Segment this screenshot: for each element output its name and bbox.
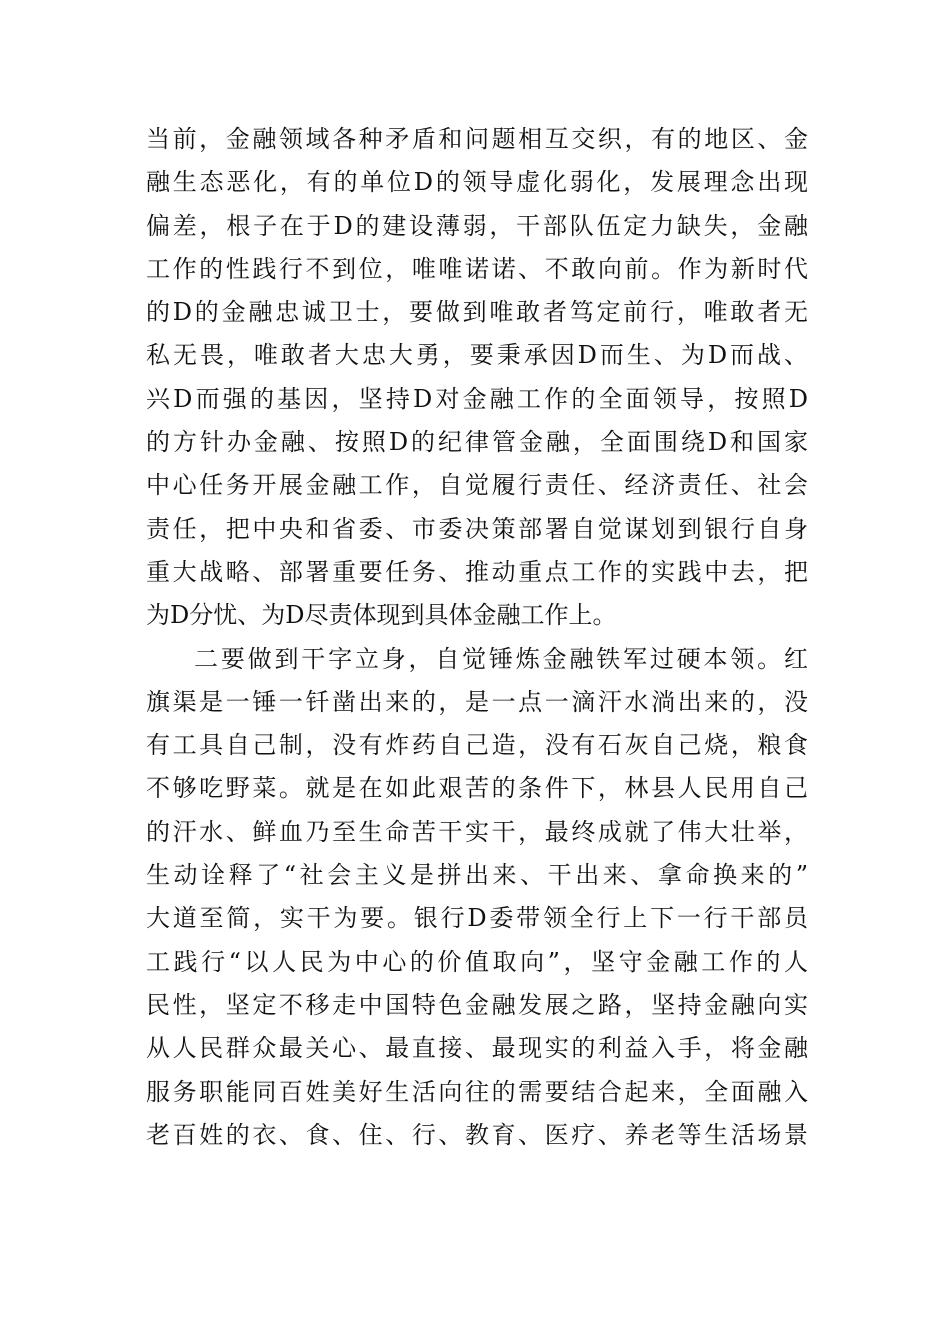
text-line: 兴D而强的基因，坚持D对金融工作的全面领导，按照D xyxy=(146,384,808,413)
text-line: 工作的性践行不到位，唯唯诺诺、不敢向前。作为新时代 xyxy=(146,254,808,283)
text-line: 老百姓的衣、食、住、行、教育、医疗、养老等生活场景 xyxy=(146,1120,808,1149)
body-text xyxy=(146,118,808,1157)
text-line: 生动诠释了“社会主义是拼出来、干出来、拿命换来的” xyxy=(146,861,808,890)
text-line: 偏差，根子在于D的建设薄弱，干部队伍定力缺失，金融 xyxy=(146,211,808,240)
paragraph-2 xyxy=(146,638,808,1158)
text-line: 的D的金融忠诚卫士，要做到唯敢者笃定前行，唯敢者无 xyxy=(146,298,808,327)
text-line: 服务职能同百姓美好生活向往的需要结合起来，全面融入 xyxy=(146,1077,808,1106)
text-line: 二要做到干字立身，自觉锤炼金融铁军过硬本领。红 xyxy=(194,644,808,673)
text-line: 私无畏，唯敢者大忠大勇，要秉承因D而生、为D而战、 xyxy=(146,341,808,370)
text-line: 的方针办金融、按照D的纪律管金融，全面围绕D和国家 xyxy=(146,428,808,457)
text-line: 的汗水、鲜血乃至生命苦干实干，最终成就了伟大壮举， xyxy=(146,817,808,846)
text-line: 不够吃野菜。就是在如此艰苦的条件下，林县人民用自己 xyxy=(146,774,808,803)
text-line: 从人民群众最关心、最直接、最现实的利益入手，将金融 xyxy=(146,1034,808,1063)
text-line: 大道至简，实干为要。银行D委带领全行上下一行干部员 xyxy=(146,904,808,933)
paragraph-1 xyxy=(146,118,808,638)
text-line: 中心任务开展金融工作，自觉履行责任、经济责任、社会 xyxy=(146,471,808,500)
text-line: 责任，把中央和省委、市委决策部署自觉谋划到银行自身 xyxy=(146,514,808,543)
text-line: 有工具自己制，没有炸药自己造，没有石灰自己烧，粮食 xyxy=(146,731,808,760)
text-line: 为D分忧、为D尽责体现到具体金融工作上。 xyxy=(146,601,617,630)
text-line: 民性，坚定不移走中国特色金融发展之路，坚持金融向实 xyxy=(146,990,808,1019)
text-line: 重大战略、部署重要任务、推动重点工作的实践中去，把 xyxy=(146,557,808,586)
text-line: 旗渠是一锤一钎凿出来的，是一点一滴汗水淌出来的，没 xyxy=(146,687,808,716)
text-line: 融生态恶化，有的单位D的领导虚化弱化，发展理念出现 xyxy=(146,168,808,197)
text-line: 工践行“以人民为中心的价值取向”，坚守金融工作的人 xyxy=(146,947,808,976)
text-line: 当前，金融领域各种矛盾和问题相互交织，有的地区、金 xyxy=(146,125,808,153)
